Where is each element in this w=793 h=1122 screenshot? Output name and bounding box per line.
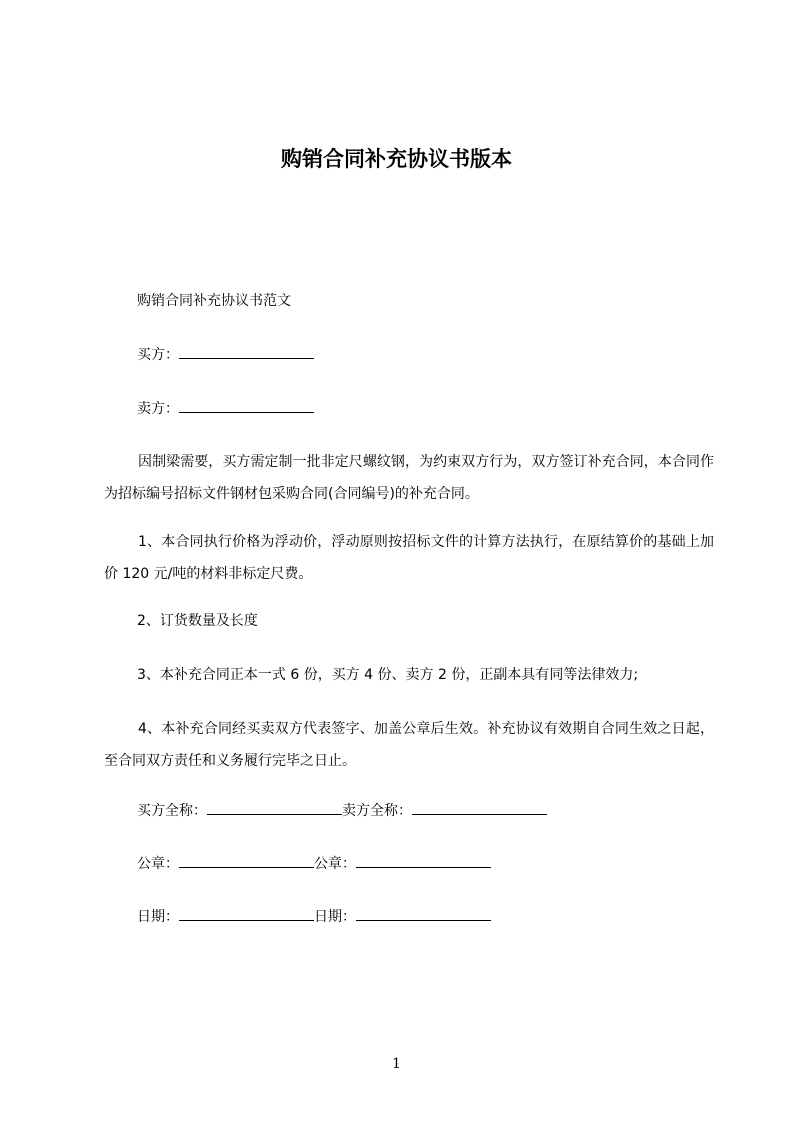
date-label-2: 日期： (314, 909, 356, 925)
date-blank-1 (179, 906, 314, 921)
document-title: 购销合同补充协议书版本 (281, 147, 512, 171)
clause-2: 2、订货数量及长度 (137, 613, 258, 629)
clause-4-text: 4、本补充合同经买卖双方代表签字、加盖公章后生效。补充协议有效期自合同生效之日起，至合同双方责任和义务履行完毕之日止。 (104, 721, 714, 769)
seller-full-blank (412, 800, 547, 815)
intro-paragraph (104, 446, 714, 510)
document-subtitle: 购销合同补充协议书范文 (137, 293, 291, 309)
seal-label-1: 公章： (137, 856, 179, 872)
full-name-line (137, 800, 547, 821)
intro-text: 因制梁需要，买方需定制一批非定尺螺纹钢，为约束双方行为，双方签订补充合同，本合同作为招标编号招标文件钢材包采购合同(合同编号)的补充合同。 (104, 454, 714, 502)
buyer-blank (179, 344, 314, 359)
seller-label: 卖方： (137, 401, 179, 417)
buyer-full-blank (207, 800, 342, 815)
seller-blank (179, 398, 314, 413)
page-number: 1 (392, 1056, 401, 1072)
buyer-line (137, 344, 314, 365)
date-label-1: 日期： (137, 909, 179, 925)
clause-1 (104, 526, 714, 590)
clause-3: 3、本补充合同正本一式 6 份，买方 4 份、卖方 2 份，正副本具有同等法律效力; (137, 667, 639, 683)
seller-full-label: 卖方全称： (342, 803, 412, 819)
date-line (137, 906, 491, 927)
clause-4 (104, 713, 714, 777)
date-blank-2 (356, 906, 491, 921)
seal-line (137, 853, 491, 874)
seal-blank-2 (356, 853, 491, 868)
clause-1-text: 1、本合同执行价格为浮动价，浮动原则按招标文件的计算方法执行，在原结算价的基础上加价 120 元/吨的材料非标定尺费。 (104, 534, 714, 582)
buyer-label: 买方： (137, 347, 179, 363)
seal-blank-1 (179, 853, 314, 868)
seller-line (137, 398, 314, 419)
buyer-full-label: 买方全称： (137, 803, 207, 819)
seal-label-2: 公章： (314, 856, 356, 872)
